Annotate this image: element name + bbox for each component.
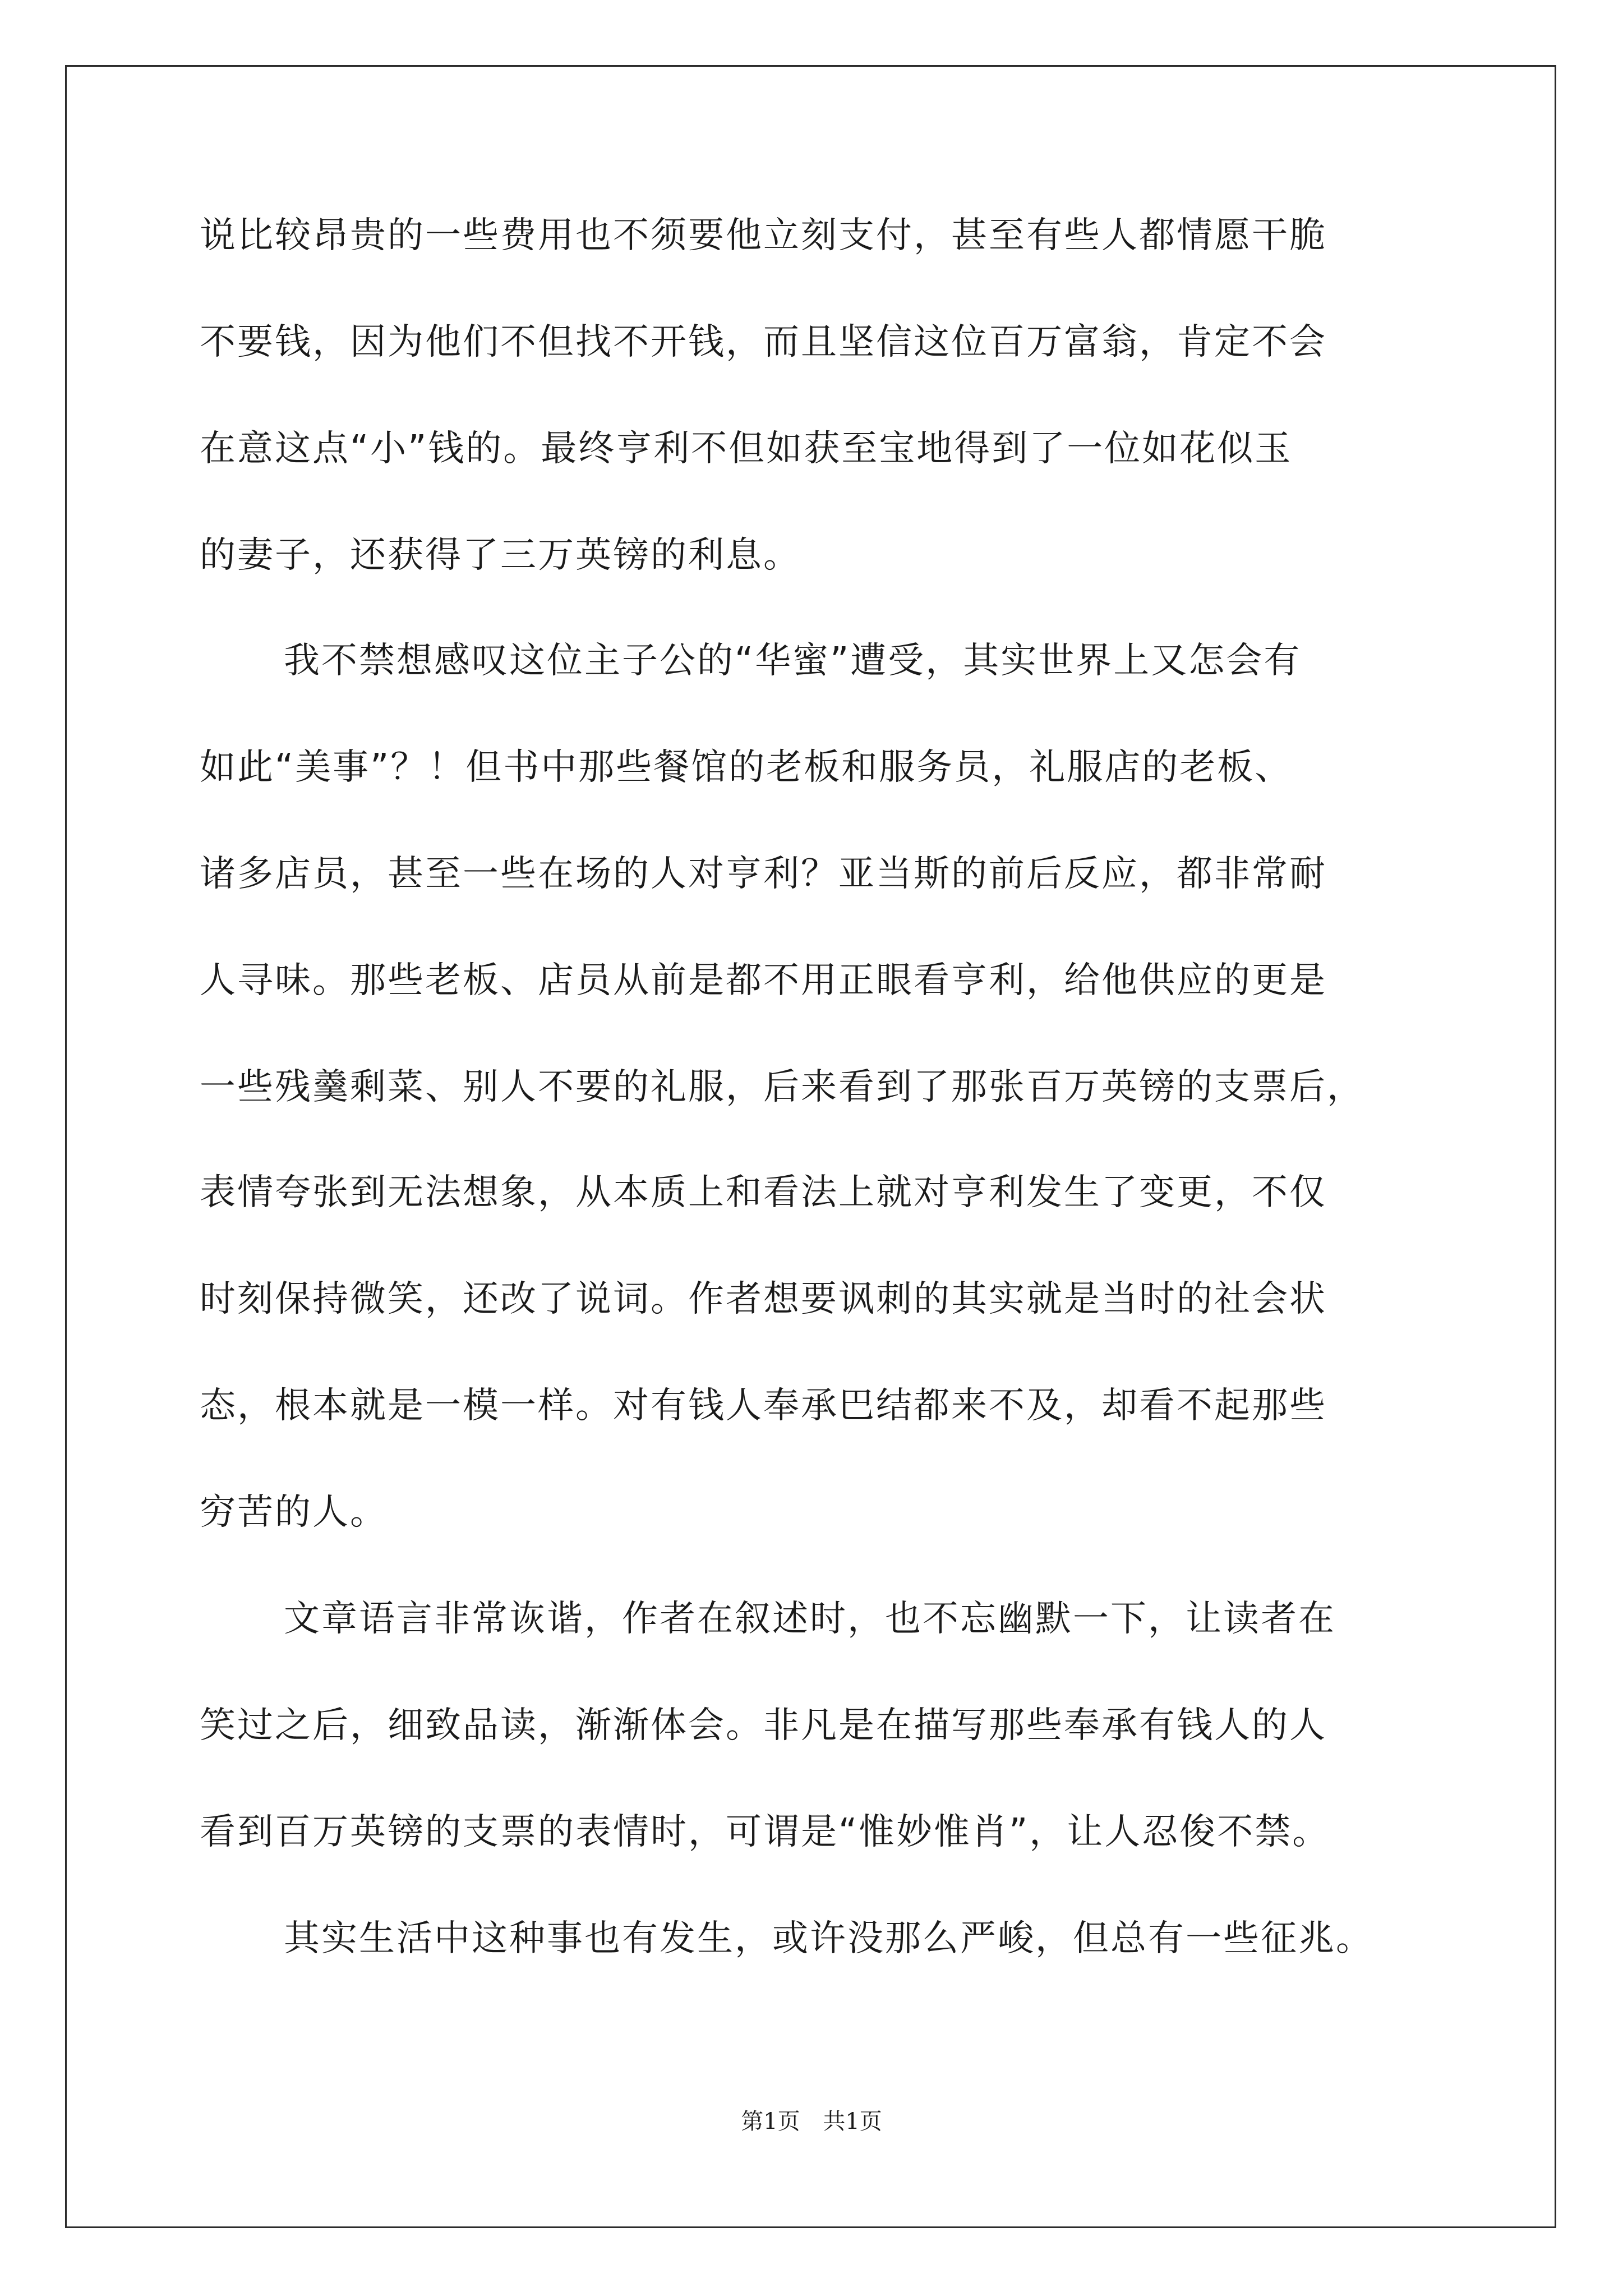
page-number: 第1页 <box>741 2109 800 2134</box>
page-total: 共1页 <box>823 2109 882 2134</box>
page-border <box>65 65 1556 2228</box>
text-line: 说比较昂贵的一些费用也不须要他立刻支付，甚至有些人都情愿干脆 <box>200 215 1327 256</box>
text-line: 时刻保持微笑，还改了说词。作者想要讽刺的其实就是当时的社会状 <box>200 1278 1327 1320</box>
text-line: 如此“美事”？！但书中那些餐馆的老板和服务员，礼服店的老板、 <box>200 747 1293 788</box>
text-line: 不要钱，因为他们不但找不开钱，而且坚信这位百万富翁，肯定不会 <box>200 321 1327 363</box>
text-line: 表情夸张到无法想象，从本质上和看法上就对亨利发生了变更，不仅 <box>200 1172 1327 1213</box>
text-line: 一些残羹剩菜、别人不要的礼服，后来看到了那张百万英镑的支票后， <box>200 1066 1364 1108</box>
paragraph-start-line: 文章语言非常诙谐，作者在叙述时，也不忘幽默一下，让读者在 <box>284 1598 1336 1640</box>
text-line: 人寻味。那些老板、店员从前是都不用正眼看亨利，给他供应的更是 <box>200 960 1327 1001</box>
paragraph-start-line: 其实生活中这种事也有发生，或许没那么严峻，但总有一些征兆。 <box>284 1918 1373 1959</box>
text-line: 看到百万英镑的支票的表情时，可谓是“惟妙惟肖”，让人忍俊不禁。 <box>200 1811 1330 1853</box>
text-line: 在意这点“小”钱的。最终亨利不但如获至宝地得到了一位如花似玉 <box>200 428 1293 470</box>
paragraph-start-line: 我不禁想感叹这位主子公的“华蜜”遭受，其实世界上又怎会有 <box>284 640 1302 682</box>
text-line: 的妻子，还获得了三万英镑的利息。 <box>200 535 801 576</box>
text-line: 笑过之后，细致品读，渐渐体会。非凡是在描写那些奉承有钱人的人 <box>200 1705 1327 1746</box>
text-line: 态，根本就是一模一样。对有钱人奉承巴结都来不及，却看不起那些 <box>200 1385 1327 1427</box>
text-line: 诸多店员，甚至一些在场的人对亨利？亚当斯的前后反应，都非常耐 <box>200 853 1327 895</box>
page-footer <box>0 2104 1623 2136</box>
text-line: 穷苦的人。 <box>200 1492 388 1533</box>
